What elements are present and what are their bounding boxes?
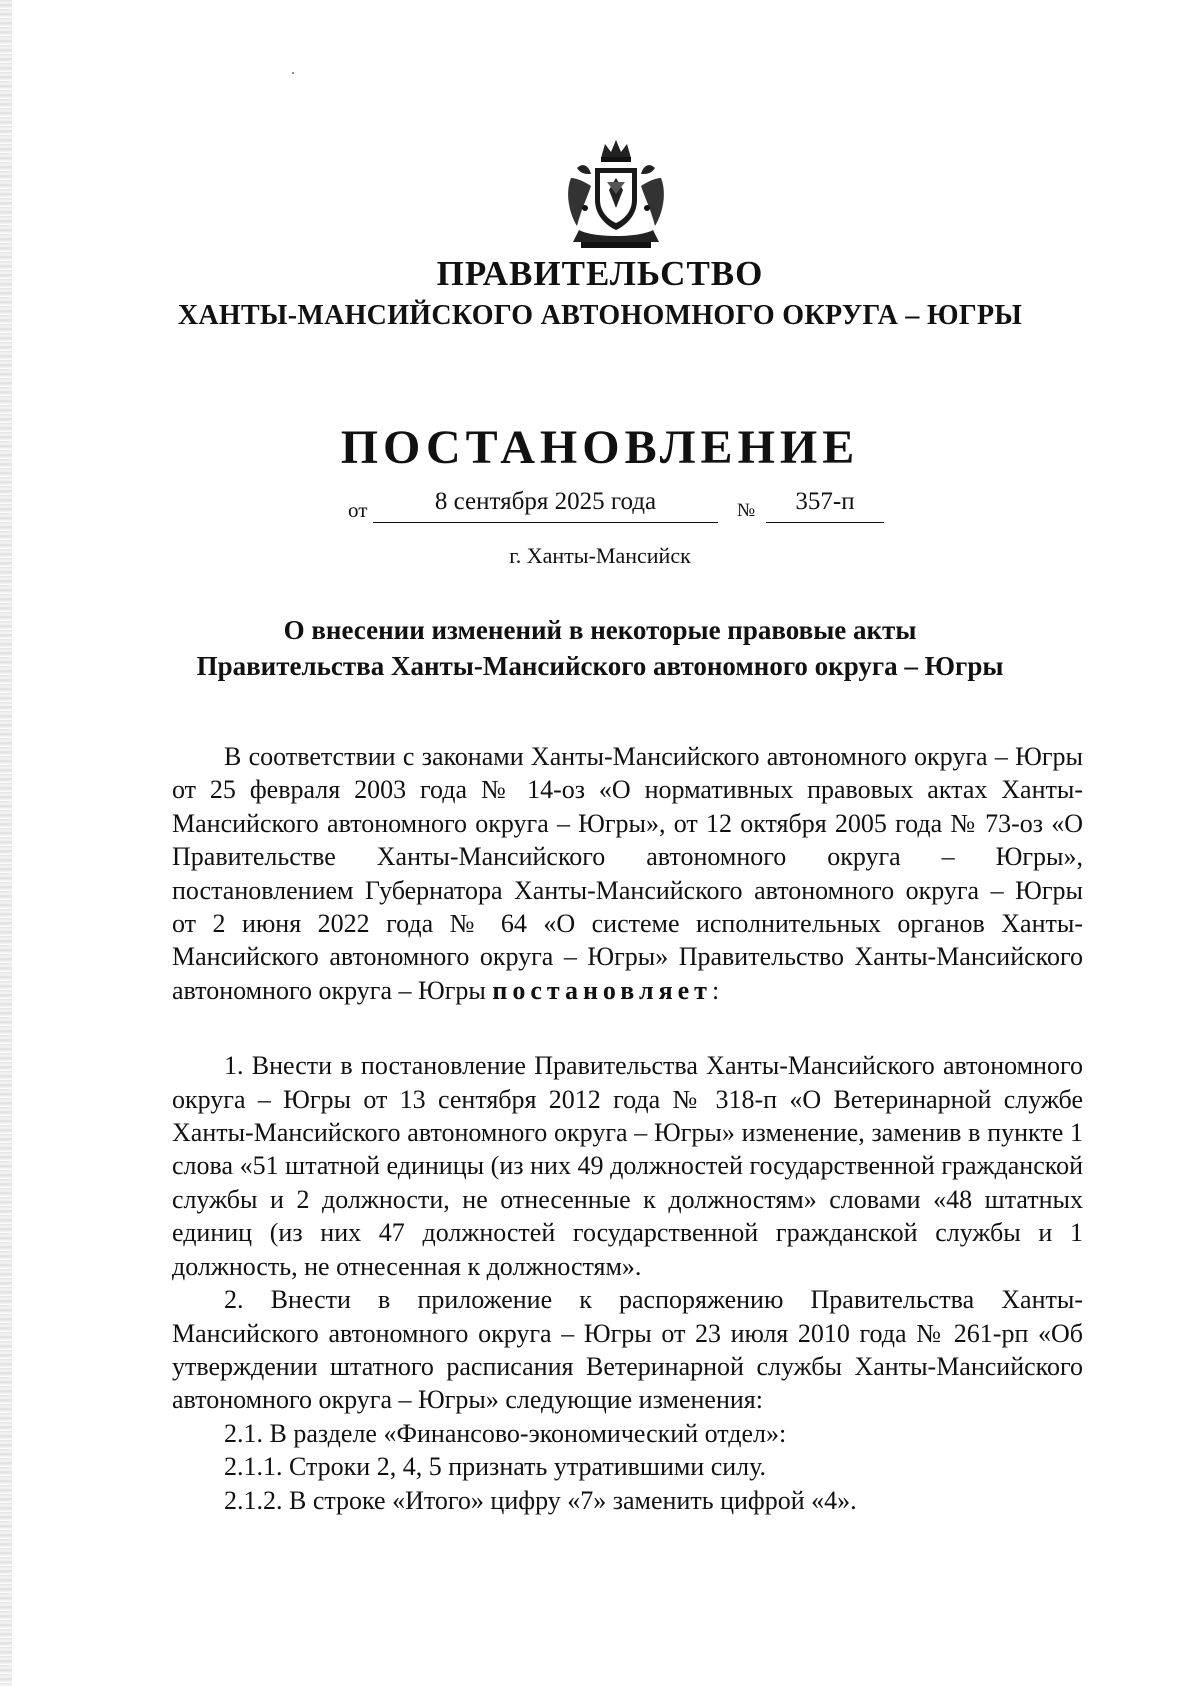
document-number: 357-п <box>766 488 884 523</box>
organization-subtitle: ХАНТЫ-МАНСИЙСКОГО АВТОНОМНОГО ОКРУГА – ЮГРЫ <box>177 300 1023 331</box>
preamble-paragraph <box>172 740 1083 1007</box>
document-date: 8 сентября 2025 года <box>373 488 718 523</box>
document-subject <box>150 612 1050 684</box>
item-2-1-1-paragraph: 2.1.1. Строки 2, 4, 5 признать утратившими силу. <box>224 1452 767 1482</box>
item-2-1-2-paragraph: 2.1.2. В строке «Итого» цифру «7» заменить цифрой «4». <box>224 1485 857 1515</box>
date-prefix: от <box>348 498 368 522</box>
date-number-line <box>0 488 1200 528</box>
scan-edge-artifact <box>0 0 12 1686</box>
document-type: ПОСТАНОВЛЕНИЕ <box>340 421 860 474</box>
resolves-colon: : <box>711 975 720 1005</box>
document-body <box>172 740 1083 1517</box>
subject-line-2: Правительства Ханты-Мансийского автономного округа – Югры <box>196 651 1004 681</box>
number-prefix: № <box>737 500 756 521</box>
resolves-word: постановляет <box>492 975 712 1005</box>
scan-speck <box>292 72 294 74</box>
item-1-paragraph: 1. Внести в постановление Правительства Ханты-Мансийского автономного округа – Югры от 13 сентября 2012 года № 318-п «О Ветеринарной службе Ханты-Мансийского автономного округа – Югры» изменение, заменив в пункте 1 слова «51 штатной единицы (из них 49 должностей государственной гражданской службы и 2 должности, не отнесенные к должностям» словами «48 штатных единиц (из них 47 должностей государственной гражданской службы и 1 должность, не отнесенная к должностям». <box>172 1051 1083 1281</box>
issue-city: г. Ханты-Мансийск <box>509 543 691 568</box>
organization-title: ПРАВИТЕЛЬСТВО <box>436 254 764 293</box>
item-2-paragraph: 2. Внести в приложение к распоряжению Правительства Ханты-Мансийского автономного округа – Югры от 23 июля 2010 года № 261-рп «Об утверждении штатного расписания Ветеринарной службы Ханты-Мансийского автономного округа – Югры» следующие изменения: <box>172 1285 1083 1415</box>
subject-line-1: О внесении изменений в некоторые правовые акты <box>283 615 917 645</box>
preamble-text: В соответствии с законами Ханты-Мансийского автономного округа – Югры от 25 февраля 2003 года № 14-оз «О нормативных правовых актах Ханты-Мансийского автономного округа – Югры», от 12 октября 2005 года № 73-оз «О Правительстве Ханты-Мансийского автономного округа – Югры», постановлением Губернатора Ханты-Мансийского автономного округа – Югры от 2 июня 2022 года № 64 «О системе исполнительных органов Ханты-Мансийского автономного округа – Югры» Правительство Ханты-Мансийского автономного округа – Югры <box>172 742 1083 1005</box>
coat-of-arms-icon <box>563 138 669 250</box>
item-2-1-paragraph: 2.1. В разделе «Финансово-экономический отдел»: <box>224 1418 787 1448</box>
